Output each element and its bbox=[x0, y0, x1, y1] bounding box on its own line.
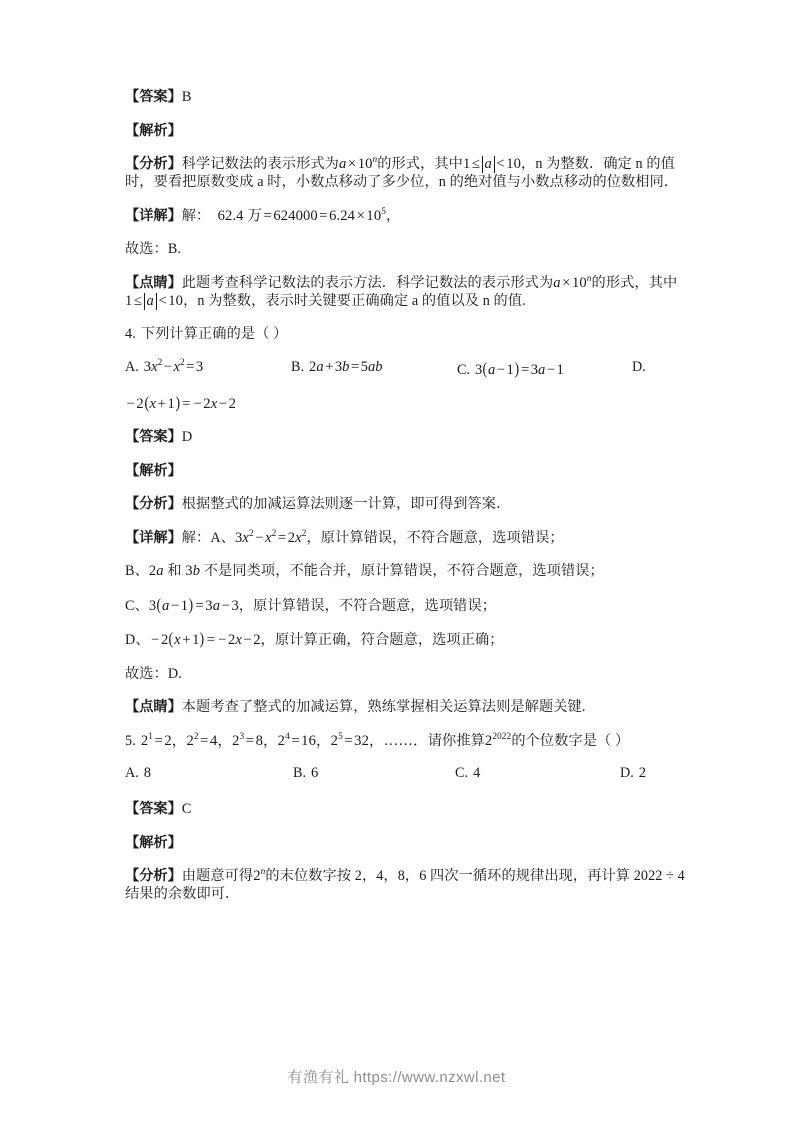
q3-detail-line bbox=[125, 207, 687, 225]
q3-analysis-math-2: 1 ≤ a < 10 bbox=[462, 156, 522, 172]
q4-option-b-label: B. bbox=[291, 358, 305, 375]
q4-option-d-continued bbox=[125, 394, 687, 413]
q5-answer-line bbox=[125, 800, 687, 818]
q5-option-c[interactable] bbox=[455, 765, 480, 782]
q5-options-row bbox=[125, 765, 687, 787]
q4-stem-text: 下列计算正确的是（ ） bbox=[140, 326, 288, 343]
q4-option-a[interactable] bbox=[125, 359, 203, 376]
q5-stem-text: 请你推算 bbox=[427, 732, 485, 749]
q5-option-b[interactable] bbox=[293, 765, 318, 782]
q5-option-d[interactable] bbox=[620, 765, 646, 782]
detail-label: 【详解】 bbox=[125, 207, 182, 224]
q3-choice-line: 故选：B. bbox=[125, 241, 182, 258]
q3-answer-line bbox=[125, 88, 687, 106]
q5-option-b-math: 6 bbox=[311, 765, 319, 782]
q5-option-a[interactable] bbox=[125, 765, 151, 782]
q4-answer-line bbox=[125, 428, 687, 446]
highlight-label: 【点睛】 bbox=[125, 274, 182, 291]
analysis-label: 【分析】 bbox=[125, 496, 182, 513]
q4-detail-c-math: 3(a − 1) = 3a − 3 bbox=[148, 594, 239, 614]
q4-detail-d-line bbox=[125, 630, 687, 649]
document-body bbox=[125, 88, 687, 917]
q4-option-d-label: D. bbox=[632, 358, 646, 375]
q3-analysis-math-1: $a \times 10^n$ bbox=[338, 155, 378, 172]
q4-detail-b-line bbox=[125, 562, 687, 580]
q5-option-a-math: 8 bbox=[143, 765, 152, 782]
q3-analysis-text-3: ，n 为整数．确定 n 的值时，要看把原数变成 a 时，小数点移动了多少位，n 的绝对值与小数点移动的位数相同． bbox=[125, 156, 679, 191]
q4-analysis-text: 根据整式的加减运算法则逐一计算，即可得到答案． bbox=[181, 496, 511, 513]
q4-choice-line: 故选：D. bbox=[125, 665, 182, 682]
q3-highlight-line bbox=[125, 274, 687, 310]
q4-option-b-math: 2a + 3b = 5ab bbox=[309, 358, 383, 375]
answer-label: 【答案】 bbox=[125, 89, 182, 105]
q5-answer-value: C bbox=[181, 801, 192, 818]
q4-option-d-math: − 2(x + 1) = − 2x − 2 bbox=[126, 392, 237, 412]
q3-highlight-text-3: ，n 为整数，表示时关键要正确确定 a 的值以及 n 的值. bbox=[183, 292, 526, 309]
q3-explanation-line bbox=[125, 122, 687, 140]
q5-explanation-line bbox=[125, 834, 687, 852]
q5-option-d-math: 2 bbox=[638, 765, 647, 782]
q4-option-d[interactable] bbox=[632, 359, 651, 376]
q4-detail-b-text: 不是同类项，不能合并，原计算错误，不符合题意，选项错误； bbox=[203, 563, 604, 580]
q4-option-c-math: 3(a − 1) = 3a − 1 bbox=[475, 358, 564, 378]
q5-analysis-text-1: 由题意可得 bbox=[181, 868, 254, 885]
q3-highlight-math-2: 1 ≤ a < 10 bbox=[125, 292, 184, 309]
q5-analysis-line bbox=[125, 867, 687, 903]
q4-detail-a-text: ，原计算错误，不符合题意，选项错误； bbox=[306, 529, 564, 546]
q5-stem-math-2: $2^{2022}$ bbox=[484, 732, 512, 749]
q4-highlight-text: 本题考查了整式的加减运算，熟练掌握相关运算法则是解题关键. bbox=[181, 699, 586, 716]
q3-analysis-text-2: 的形式，其中 bbox=[377, 156, 463, 172]
q3-highlight-math-1: $a \times 10^n$ bbox=[553, 273, 592, 291]
q5-stem-math: $2^1 = 2$，$2^2 = 4$，$2^3 = 8$，$2^4 = 16$，$2^5 = 32$，……． bbox=[140, 732, 428, 749]
explanation-label: 【解析】 bbox=[125, 462, 182, 479]
q5-option-c-math: 4 bbox=[473, 765, 481, 782]
q3-detail-prefix: 解： bbox=[181, 207, 211, 224]
q3-detail-math: 62.4 万 = $624000 = 6.24 \times 10^5$ bbox=[217, 206, 386, 224]
q4-explanation-line bbox=[125, 462, 687, 480]
q4-detail-b-math-1: 2a bbox=[148, 563, 164, 580]
q4-number: 4. bbox=[125, 326, 136, 343]
q4-option-a-label: A. bbox=[125, 358, 139, 375]
q4-detail-c-line bbox=[125, 596, 687, 615]
q4-option-b[interactable] bbox=[291, 359, 383, 376]
q4-detail-d-label: D、 bbox=[125, 632, 150, 649]
q4-analysis-line bbox=[125, 495, 687, 513]
q4-detail-c-text: ，原计算错误，不符合题意，选项错误； bbox=[238, 597, 497, 614]
q4-option-c-label: C. bbox=[457, 361, 471, 378]
q5-number: 5. bbox=[125, 732, 136, 749]
q5-analysis-math-1: 2$^n$ bbox=[253, 867, 266, 885]
q4-detail-b-label: B、 bbox=[125, 563, 149, 580]
analysis-label: 【分析】 bbox=[125, 868, 182, 885]
q4-option-a-math: $3x^2 - x^2 = 3$ bbox=[143, 358, 204, 375]
highlight-label: 【点睛】 bbox=[125, 699, 182, 716]
q3-analysis-text-1: 科学记数法的表示形式为 bbox=[181, 156, 339, 172]
q4-option-c[interactable] bbox=[457, 359, 564, 379]
q3-highlight-text-2: 的形式，其中 bbox=[591, 274, 678, 291]
explanation-label: 【解析】 bbox=[125, 834, 182, 851]
q4-detail-b-math-2: 3b bbox=[185, 563, 201, 580]
q4-detail-c-label: C、 bbox=[125, 597, 149, 614]
q4-highlight-line bbox=[125, 698, 687, 716]
q3-analysis-line bbox=[125, 155, 687, 191]
q4-answer-value: D bbox=[181, 429, 193, 446]
q4-detail-a-line bbox=[125, 529, 687, 547]
q3-answer-value: B bbox=[181, 89, 192, 105]
q4-detail-d-text: ，原计算正确，符合题意，选项正确； bbox=[260, 632, 504, 649]
q5-option-b-label: B. bbox=[293, 765, 307, 782]
q3-detail-comma: ， bbox=[385, 207, 401, 224]
answer-label: 【答案】 bbox=[125, 801, 182, 818]
explanation-label: 【解析】 bbox=[125, 122, 182, 139]
q5-option-a-label: A. bbox=[125, 765, 139, 782]
q4-detail-b-mid: 和 bbox=[167, 563, 182, 580]
detail-label: 【详解】 bbox=[125, 529, 182, 546]
q4-detail-prefix: 解： bbox=[181, 529, 211, 546]
q5-option-d-label: D. bbox=[620, 765, 634, 782]
site-watermark: 有渔有礼 https://www.nzxwl.net bbox=[287, 1069, 506, 1086]
answer-label: 【答案】 bbox=[125, 429, 182, 446]
q5-stem-text-2: 的个位数字是（ ） bbox=[511, 732, 630, 749]
analysis-label: 【分析】 bbox=[125, 156, 182, 172]
q5-analysis-text-2: 的末位数字按 2，4，8，6 四次一循环的规律出现，再计算 2022 ÷ 4 结果的余数即可． bbox=[125, 868, 685, 903]
q3-highlight-text-1: 此题考查科学记数法的表示方法．科学记数法的表示形式为 bbox=[181, 274, 554, 291]
q5-stem-line bbox=[125, 732, 687, 750]
q4-options-row bbox=[125, 359, 687, 381]
q5-option-c-label: C. bbox=[455, 765, 469, 782]
q4-detail-a-label: A、 bbox=[210, 529, 235, 546]
q4-stem-line bbox=[125, 325, 687, 343]
q4-detail-a-math: $3x^2 - x^2 = 2x^2$ bbox=[234, 529, 307, 546]
q4-detail-d-math: − 2(x + 1) = − 2x − 2 bbox=[151, 629, 261, 649]
